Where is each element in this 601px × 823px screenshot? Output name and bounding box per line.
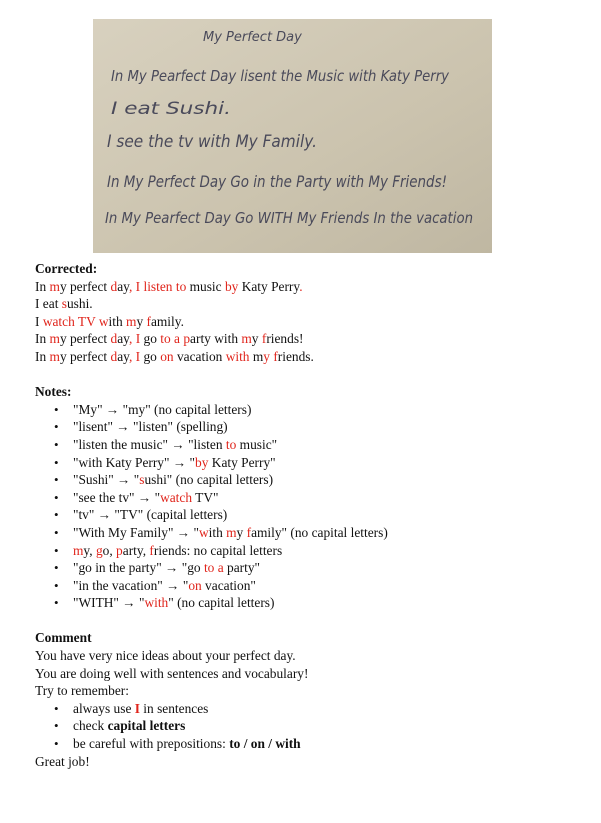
- corrected-sentence: [35, 348, 580, 366]
- text-segment: "Sushi" → ": [73, 472, 140, 488]
- text-segment: go: [140, 331, 161, 347]
- comment-line: You are doing well with sentences and vocabulary!: [35, 665, 309, 681]
- text-segment: TV": [192, 489, 219, 505]
- note-item: [35, 471, 580, 489]
- correction-highlight: f: [261, 331, 267, 347]
- text-segment: "go in the party" → "go: [73, 560, 204, 576]
- text-segment: always use: [73, 700, 135, 716]
- correction-highlight: by: [195, 454, 209, 470]
- correction-highlight: m: [226, 524, 237, 540]
- correction-highlight: watch: [160, 489, 193, 505]
- note-item: [35, 559, 580, 577]
- note-item: [35, 489, 580, 507]
- handwritten-line-1: In My Pearfect Day lisent the Music with Katy Perry: [111, 67, 450, 85]
- correction-highlight: g: [95, 542, 103, 558]
- notes-list: [35, 401, 580, 612]
- text-segment: y perfect: [59, 278, 111, 294]
- handwritten-line-2: I eat Sushi.: [111, 99, 231, 119]
- text-segment: riends!: [266, 331, 304, 347]
- corrected-sentences: [35, 278, 580, 366]
- text-segment: "lisent" → "listen" (spelling): [73, 419, 228, 435]
- text-segment: arty,: [122, 542, 150, 558]
- text-segment: vacation": [201, 577, 256, 593]
- correction-highlight: , I: [128, 348, 141, 364]
- correction-highlight: d: [110, 331, 118, 347]
- text-segment: y: [236, 524, 247, 540]
- correction-highlight: m: [73, 542, 84, 558]
- corrected-heading: Corrected:: [35, 261, 98, 276]
- correction-highlight: s: [61, 296, 67, 312]
- text-segment: in sentences: [139, 700, 209, 716]
- correction-highlight: I: [134, 700, 140, 716]
- reminder-item: [35, 700, 580, 718]
- correction-highlight: with: [144, 595, 169, 611]
- text-segment: y: [251, 331, 262, 347]
- text-segment: "My" → "my" (no capital letters): [73, 401, 252, 417]
- correction-highlight: m: [49, 278, 60, 294]
- corrected-sentence: [35, 313, 580, 331]
- reminder-item: [35, 717, 580, 735]
- comment-line: Try to remember:: [35, 683, 129, 699]
- correction-highlight: ,: [128, 331, 133, 347]
- text-segment: In: [35, 278, 50, 294]
- correction-highlight: m: [49, 331, 60, 347]
- correction-highlight: m: [126, 313, 137, 329]
- correction-highlight: f: [246, 524, 252, 540]
- correction-highlight: y: [263, 348, 270, 364]
- correction-highlight: p: [183, 331, 191, 347]
- note-item: [35, 506, 580, 524]
- text-segment: "WITH" → ": [73, 595, 145, 611]
- text-segment: Katy Perry: [238, 278, 300, 294]
- correction-highlight: to a: [160, 331, 180, 347]
- text-segment: ay: [117, 278, 129, 294]
- note-item: [35, 577, 580, 595]
- text-segment: arty with: [190, 331, 242, 347]
- text-segment: I eat: [35, 296, 62, 312]
- corrected-sentence: [35, 295, 580, 313]
- text-segment: y perfect: [59, 348, 111, 364]
- handwritten-photo: [93, 19, 492, 253]
- note-item: [35, 454, 580, 472]
- correction-highlight: f: [273, 348, 278, 364]
- correction-highlight: by: [224, 278, 239, 294]
- correction-highlight: .: [299, 278, 303, 294]
- correction-highlight: s: [139, 472, 145, 488]
- reminder-item: [35, 735, 580, 753]
- correction-highlight: w: [98, 313, 109, 329]
- correction-highlight: on: [188, 577, 202, 593]
- text-segment: In: [35, 348, 50, 364]
- correction-highlight: I: [135, 331, 141, 347]
- notes-heading: Notes:: [35, 384, 72, 400]
- text-segment: to / on / with: [229, 736, 301, 752]
- text-segment: vacation: [173, 348, 226, 364]
- correction-highlight: to a: [203, 560, 224, 576]
- text-segment: "in the vacation" → ": [73, 577, 189, 593]
- text-segment: riends.: [277, 348, 314, 364]
- correction-highlight: d: [110, 348, 118, 364]
- note-item: [35, 542, 580, 560]
- text-segment: In: [35, 331, 50, 347]
- text-segment: ushi.: [66, 296, 93, 312]
- text-segment: Katy Perry": [208, 454, 276, 470]
- text-segment: "see the tv" → ": [73, 489, 161, 505]
- text-segment: capital letters: [107, 718, 186, 734]
- text-segment: music: [186, 278, 225, 294]
- text-segment: y,: [83, 542, 96, 558]
- text-segment: y perfect: [59, 331, 111, 347]
- correction-highlight: f: [146, 313, 151, 329]
- correction-highlight: w: [198, 524, 209, 540]
- correction-highlight: m: [241, 331, 252, 347]
- corrected-sentence: [35, 330, 580, 348]
- handwritten-line-3: I see the tv with My Family.: [107, 132, 317, 152]
- text-segment: m: [249, 348, 264, 364]
- text-segment: be careful with prepositions:: [73, 736, 230, 752]
- note-item: [35, 401, 580, 419]
- text-segment: o,: [102, 542, 117, 558]
- text-segment: "With My Family" → ": [73, 524, 199, 540]
- text-segment: " (no capital letters): [168, 595, 275, 611]
- handwritten-title: My Perfect Day: [203, 30, 302, 45]
- note-item: [35, 436, 580, 454]
- correction-highlight: m: [49, 348, 60, 364]
- closing-text: Great job!: [35, 753, 90, 769]
- text-segment: "tv" → "TV" (capital letters): [73, 507, 228, 523]
- correction-highlight: to: [225, 436, 237, 452]
- handwritten-line-5: In My Pearfect Day Go WITH My Friends In the vacation: [105, 209, 473, 227]
- reminders-list: [35, 700, 580, 753]
- text-segment: riends: no capital letters: [153, 542, 283, 558]
- correction-highlight: d: [110, 278, 118, 294]
- correction-highlight: on: [160, 348, 174, 364]
- note-item: [35, 594, 580, 612]
- feedback-document: [35, 260, 580, 770]
- text-segment: music": [236, 436, 278, 452]
- text-segment: ay: [117, 331, 129, 347]
- text-segment: go: [140, 348, 161, 364]
- correction-highlight: p: [116, 542, 123, 558]
- text-segment: amily.: [150, 313, 184, 329]
- comment-heading: Comment: [35, 630, 92, 646]
- handwriting-drawing: [93, 19, 492, 253]
- text-segment: ay: [117, 348, 129, 364]
- text-segment: ith: [108, 313, 127, 329]
- text-segment: I: [35, 313, 43, 329]
- text-segment: ith: [208, 524, 227, 540]
- comment-line: You have very nice ideas about your perfect day.: [35, 648, 296, 664]
- correction-highlight: watch TV: [42, 313, 96, 329]
- note-item: [35, 418, 580, 436]
- text-segment: ushi" (no capital letters): [144, 472, 274, 488]
- text-segment: "with Katy Perry" → ": [73, 454, 196, 470]
- text-segment: "listen the music" → "listen: [73, 436, 226, 452]
- correction-highlight: with: [225, 348, 250, 364]
- handwritten-line-4: In My Perfect Day Go in the Party with My Friends!: [107, 172, 447, 191]
- text-segment: check: [73, 718, 108, 734]
- correction-highlight: , I listen to: [128, 278, 187, 294]
- note-item: [35, 524, 580, 542]
- text-segment: y: [136, 313, 147, 329]
- text-segment: party": [223, 560, 260, 576]
- corrected-sentence: [35, 278, 580, 296]
- correction-highlight: f: [149, 542, 154, 558]
- text-segment: amily" (no capital letters): [251, 524, 388, 540]
